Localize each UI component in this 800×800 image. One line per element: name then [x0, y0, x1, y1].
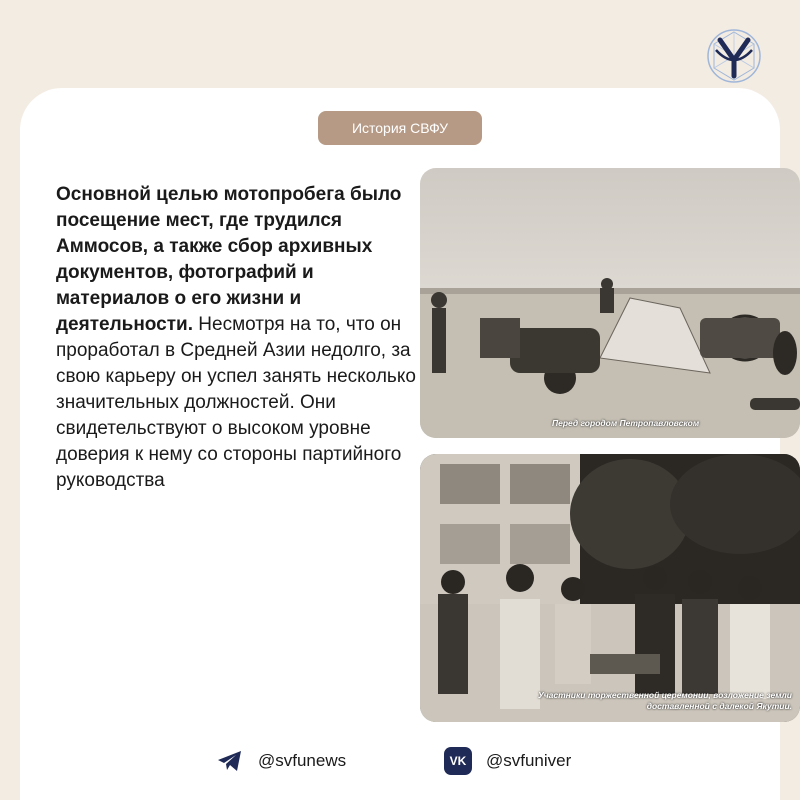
article-regular-text: Несмотря на то, что он проработал в Средней Азии недолго, за свою карьеру он успел занять несколько значительных должностей. Они свидетельствуют о высоком уровне доверия к нему со стороны партийного руководства: [56, 314, 416, 491]
photo-caption-line1: Участники торжественной церемонии, возложение земли: [537, 690, 792, 700]
article-text: [56, 182, 418, 494]
article-bold-text: Основной целью мотопробега было посещение мест, где трудился Аммосов, а также сбор архивных документов, фотографий и материалов о его жизни и деятельности.: [56, 184, 402, 335]
photo-motorcycles: [420, 168, 800, 438]
telegram-icon: [216, 747, 244, 775]
svfu-logo-icon: [704, 26, 764, 86]
photo-caption-line2: доставленной с далекой Якутии.: [646, 701, 792, 711]
section-badge: История СВФУ: [318, 111, 482, 145]
vk-icon: VK: [444, 747, 472, 775]
telegram-handle[interactable]: @svfunews: [258, 751, 347, 770]
photo-ceremony: [420, 454, 800, 722]
photo-caption: Перед городом Петропавловском: [552, 418, 700, 428]
vk-handle[interactable]: @svfuniver: [486, 751, 572, 770]
telegram-link[interactable]: [216, 747, 346, 775]
photo-caption: [492, 690, 792, 712]
vk-link[interactable]: [444, 747, 571, 775]
